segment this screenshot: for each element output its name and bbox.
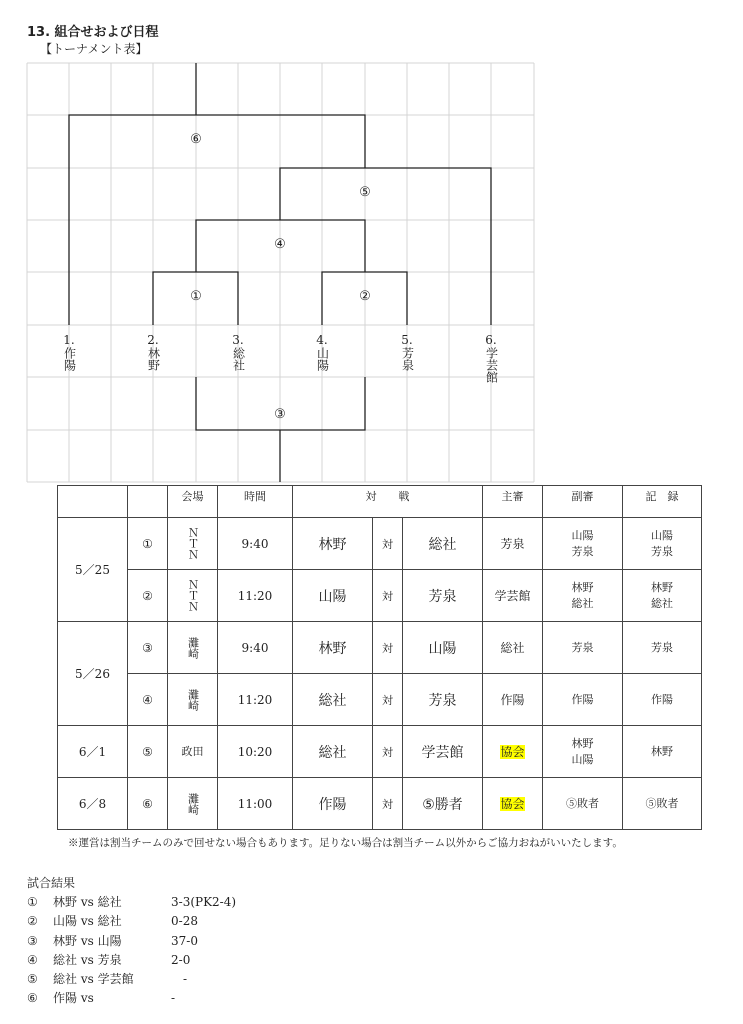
venue-cell [168,778,218,830]
assistant-cell [543,518,623,570]
referee-cell [483,778,543,830]
header-time: 時間 [218,486,293,518]
referee-name: 芳泉 [500,537,525,551]
date-cell: 5／26 [58,622,128,726]
result-row: ① 林野 vs 総社 3-3(PK2-4) [27,895,237,909]
team1-cell: 総社 [293,726,373,778]
referee-name: 総社 [500,641,525,655]
assistant-name: 林野 [571,736,594,750]
referee-name: 協会 [500,797,525,811]
record-cell [623,570,702,622]
header-match: 対 戦 [293,486,483,518]
bracket-subtitle: 【トーナメント表】 [40,42,148,56]
venue-label: ＮＴＮ [186,579,200,612]
header-referee: 主審 [483,486,543,518]
match-label-5: ⑤ [359,185,371,200]
team-entry: 1. 作陽 [62,333,77,371]
record-cell [623,726,702,778]
date-cell: 6／1 [58,726,128,778]
table-row [58,518,702,570]
results-title: 試合結果 [27,876,76,890]
match-number: ① [128,518,168,570]
time-cell: 9:40 [218,518,293,570]
result-row: ⑤ 総社 vs 学芸館 - [27,972,188,987]
header-assistant: 副審 [543,486,623,518]
team1-cell: 山陽 [293,570,373,622]
venue-cell [168,518,218,570]
team-entry: 2. 林野 [146,333,161,371]
team2-cell: 山陽 [403,622,483,674]
referee-cell [483,674,543,726]
team1-cell: 総社 [293,674,373,726]
vs-cell: 対 [373,570,403,622]
team1-cell: 林野 [293,518,373,570]
date-cell: 5／25 [58,518,128,622]
team2-cell: 芳泉 [403,674,483,726]
result-row: ② 山陽 vs 総社 0-28 [27,914,198,929]
team2-cell: 学芸館 [403,726,483,778]
assistant-cell [543,778,623,830]
table-header-row [58,486,702,518]
table-row [58,622,702,674]
assistant-cell [543,570,623,622]
record-name: 林野 [651,744,673,758]
venue-cell [168,622,218,674]
record-name: 山陽 [651,528,673,542]
assistant-name: 作陽 [571,692,594,706]
assistant-cell [543,674,623,726]
date-cell: 6／8 [58,778,128,830]
result-row: ④ 総社 vs 芳泉 2-0 [27,952,191,967]
record-cell [623,674,702,726]
referee-name: 協会 [500,745,525,759]
venue-label: 灘崎 [186,636,200,659]
result-row: ③ 林野 vs 山陽 37-0 [27,933,198,948]
venue-label: 灘崎 [186,688,200,711]
tournament-bracket [0,0,743,490]
venue-cell [168,726,218,778]
team-entry: 3. 総社 [231,333,246,371]
record-name: 林野 [651,580,673,594]
assistant-name: 山陽 [571,752,594,766]
header-record: 記 録 [623,486,702,518]
record-cell [623,778,702,830]
match-number: ④ [128,674,168,726]
match-number: ⑤ [128,726,168,778]
referee-cell [483,518,543,570]
time-cell: 11:20 [218,570,293,622]
table-row [58,726,702,778]
team2-cell: ⑤勝者 [403,778,483,830]
referee-cell [483,622,543,674]
venue-label: 政田 [181,744,204,758]
team1-cell: 林野 [293,622,373,674]
schedule-note: ※運営は割当チームのみで回せない場合もあります。足りない場合は割当チーム以外からご協力おねがいいたします。 [68,837,623,849]
match-label-1: ① [190,289,202,304]
venue-label: 灘崎 [186,792,200,815]
assistant-name: 山陽 [571,528,594,542]
record-name: 総社 [651,596,673,610]
record-cell [623,518,702,570]
time-cell: 11:00 [218,778,293,830]
match-number: ⑥ [128,778,168,830]
match-label-3: ③ [274,407,286,422]
referee-name: 作陽 [500,693,525,707]
match-number: ③ [128,622,168,674]
team-entry: 5. 芳泉 [400,333,415,371]
team2-cell: 総社 [403,518,483,570]
assistant-name: 総社 [571,596,594,610]
table-row [58,570,702,622]
time-cell: 11:20 [218,674,293,726]
referee-cell [483,570,543,622]
assistant-name: 芳泉 [571,640,594,654]
assistant-cell [543,726,623,778]
assistant-cell [543,622,623,674]
record-name: 芳泉 [651,544,673,558]
record-name: 作陽 [651,692,673,706]
vs-cell: 対 [373,726,403,778]
assistant-name: 芳泉 [571,544,594,558]
table-row [58,674,702,726]
team-entry: 4. 山陽 [315,333,330,371]
assistant-name: 林野 [571,580,594,594]
venue-label: ＮＴＮ [186,527,200,560]
vs-cell: 対 [373,622,403,674]
results-list [27,893,236,1009]
vs-cell: 対 [373,518,403,570]
result-row: ⑥ 作陽 vs - [27,991,176,1006]
venue-cell [168,674,218,726]
venue-cell [168,570,218,622]
record-name: 芳泉 [651,640,673,654]
match-label-2: ② [359,289,371,304]
record-cell [623,622,702,674]
table-row [58,778,702,830]
time-cell: 10:20 [218,726,293,778]
match-number: ② [128,570,168,622]
schedule-table [57,485,702,830]
vs-cell: 対 [373,778,403,830]
team-entry: 6. 学芸館 [484,333,499,383]
header-venue: 会場 [168,486,218,518]
time-cell: 9:40 [218,622,293,674]
assistant-name: ⑤敗者 [566,796,599,810]
match-label-6: ⑥ [190,132,202,147]
vs-cell: 対 [373,674,403,726]
record-name: ⑤敗者 [645,796,679,810]
team1-cell: 作陽 [293,778,373,830]
referee-name: 学芸館 [494,589,531,603]
team2-cell: 芳泉 [403,570,483,622]
match-label-4: ④ [274,237,286,252]
section-title: 13. 組合せおよび日程 [27,25,159,40]
referee-cell [483,726,543,778]
